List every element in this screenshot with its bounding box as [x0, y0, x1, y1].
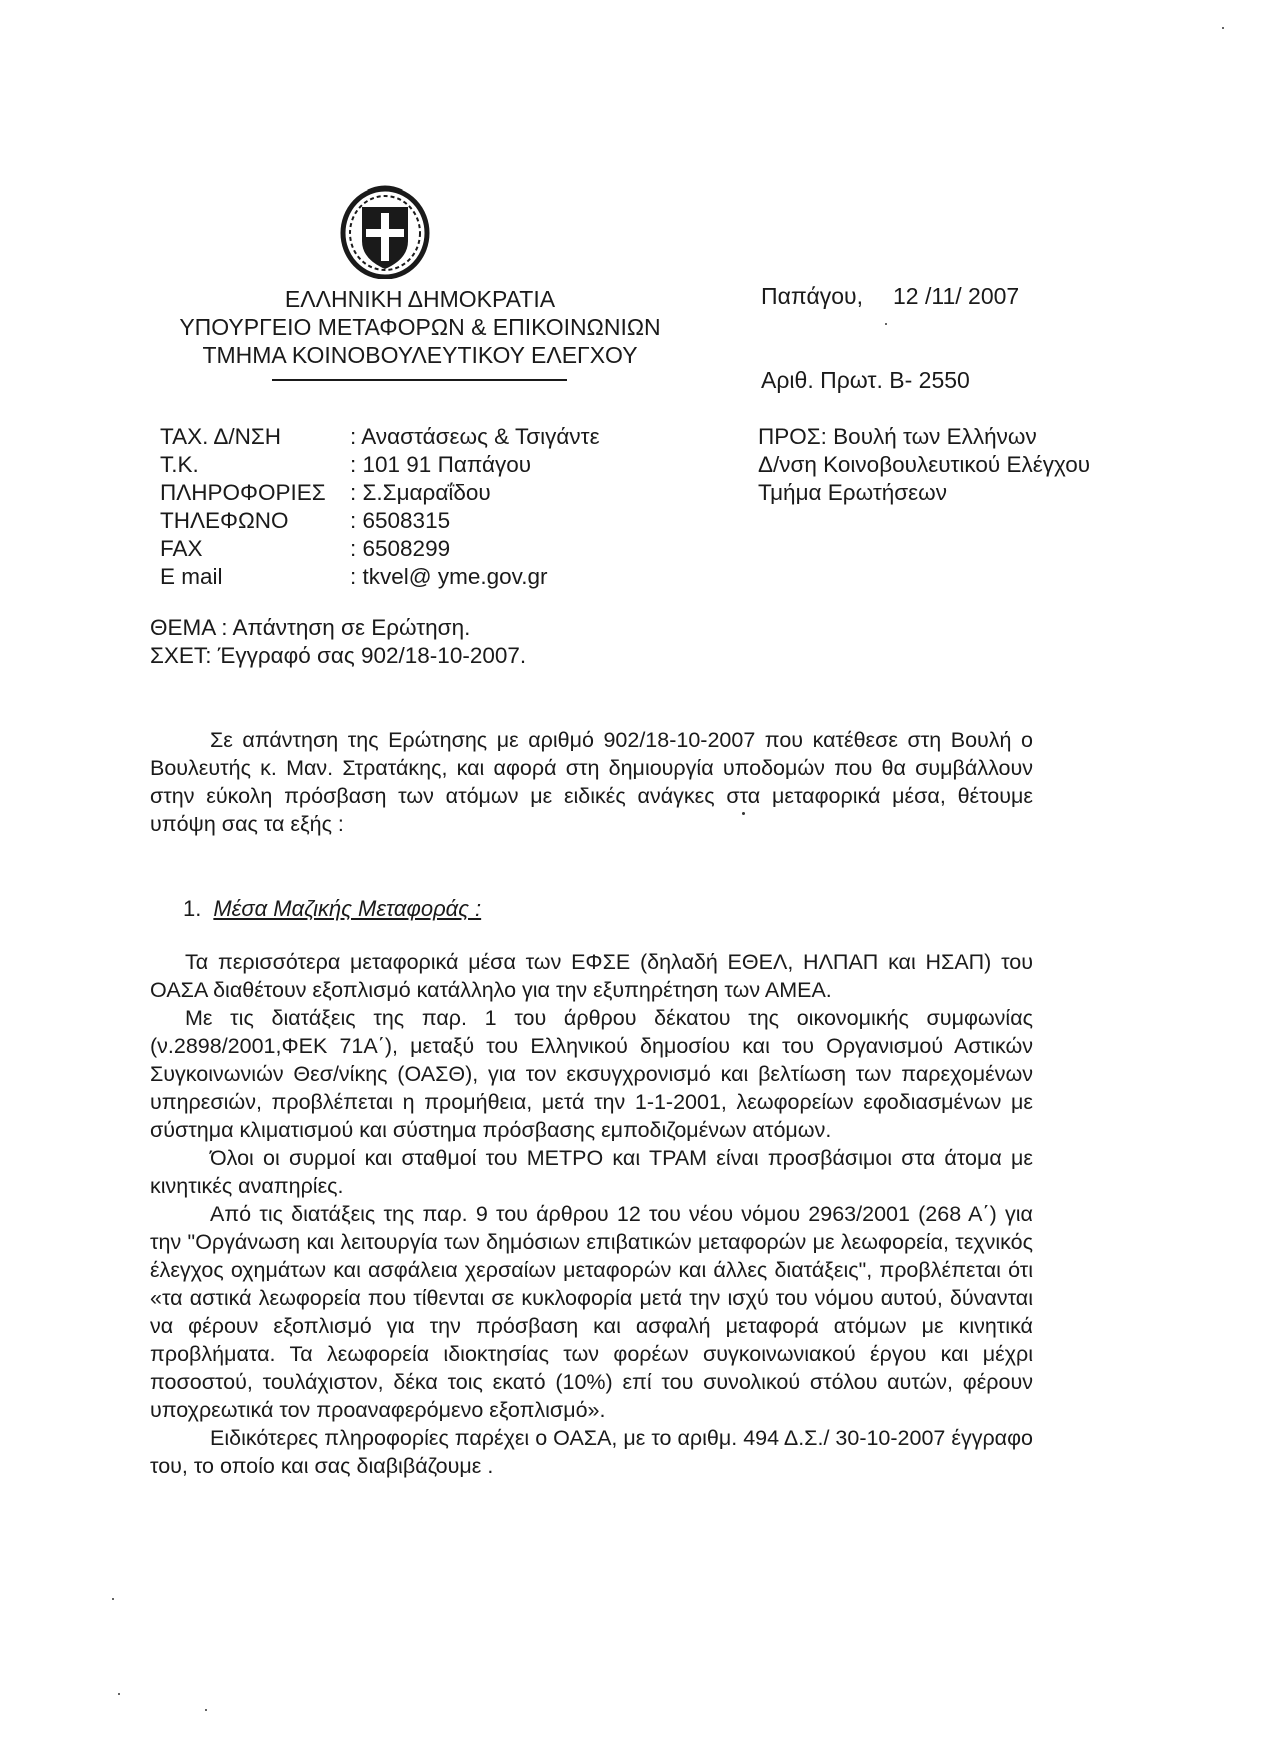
- section-number: 1.: [183, 896, 202, 921]
- contact-label: E mail: [160, 564, 223, 589]
- contact-label: FAX: [160, 536, 203, 561]
- body-paragraph: Ειδικότερες πληροφορίες παρέχει ο ΟΑΣΑ, με το αριθμ. 494 Δ.Σ./ 30-10-2007 έγγραφο του, το οποίο και σας διαβιβάζουμε .: [150, 1426, 1033, 1478]
- contact-label: ΠΛΗΡΟΦΟΡΙΕΣ: [160, 480, 326, 505]
- date-value: 12 /11/ 2007: [893, 283, 1020, 309]
- body-paragraph: Τα περισσότερα μεταφορικά μέσα των ΕΦΣΕ (δηλαδή ΕΘΕΛ, ΗΛΠΑΠ και ΗΣΑΠ) του ΟΑΣΑ διαθέτουν εξοπλισμό κατάλληλο για την εξυπηρέτηση των ΑΜΕΑ.: [150, 950, 1033, 1002]
- scan-speck: [118, 1693, 120, 1695]
- contact-value: : Αναστάσεως & Τσιγάντε: [350, 424, 600, 449]
- protocol-number: Αριθ. Πρωτ. Β- 2550: [761, 367, 970, 393]
- contact-row: [160, 479, 600, 507]
- intro-text: Σε απάντηση της Ερώτησης με αριθμό 902/18-10-2007 που κατέθεσε στη Βουλή ο Βουλευτής κ. Μαν. Στρατάκης, και αφορά στη δημιουργία υποδομών που θα συμβάλλουν στην εύκολη πρόσβαση των ατόμων με ειδικές ανάγκες στα μεταφορικά μέσα, θέτουμε υπόψη σας τα εξής :: [150, 728, 1033, 836]
- org-name-line2: ΥΠΟΥΡΓΕΙΟ ΜΕΤΑΦΟΡΩΝ & ΕΠΙΚΟΙΝΩΝΙΩΝ: [179, 314, 661, 340]
- contact-value: : 6508299: [350, 536, 451, 561]
- header-divider: [272, 379, 567, 381]
- section-title: Μέσα Μαζικής Μεταφοράς :: [213, 896, 482, 921]
- contact-row: [160, 423, 600, 451]
- contact-row: [160, 563, 600, 591]
- greek-coat-of-arms-emblem: [338, 183, 432, 279]
- subject-block: [150, 614, 526, 670]
- recipient-line: Τμήμα Ερωτήσεων: [758, 480, 947, 505]
- contact-value: : tkvel@ yme.gov.gr: [350, 564, 548, 589]
- scan-speck: [112, 1598, 114, 1600]
- section-heading: [183, 896, 481, 922]
- recipient-line: ΠΡΟΣ: Βουλή των Ελλήνων: [758, 424, 1037, 449]
- org-name-line3: ΤΜΗΜΑ ΚΟΙΝΟΒΟΥΛΕΥΤΙΚΟΥ ΕΛΕΓΧΟΥ: [202, 342, 638, 368]
- body-paragraph: Από τις διατάξεις της παρ. 9 του άρθρου 12 του νέου νόμου 2963/2001 (268 Α΄) για την "Οργάνωση και λειτουργία των δημόσιων επιβατικών μεταφορών με λεωφορεία, τεχνικός έλεγχος οχημάτων και ασφάλεια χερσαίων μεταφορών και άλλες διατάξεις", προβλέπεται ότι «τα αστικά λεωφορεία που τίθενται σε κυκλοφορία μετά την ισχύ του νόμου αυτού, δύνανται να φέρουν εξοπλισμό για την πρόσβαση και ασφαλή μεταφορά ατόμων με κινητικά προβλήματα. Τα λεωφορεία ιδιοκτησίας των φορέων συγκοινωνιακού έργου και μέχρι ποσοστού, τουλάχιστον, δέκα τοις εκατό (10%) επί του συνολικού στόλου αυτών, φέρουν υποχρεωτικά τον προαναφερόμενο εξοπλισμό».: [150, 1202, 1033, 1422]
- contact-value: : 101 91 Παπάγου: [350, 452, 532, 477]
- contact-label: Τ.Κ.: [160, 452, 199, 477]
- contact-row: [160, 507, 600, 535]
- contact-block: [160, 423, 600, 591]
- subject-theme: ΘΕΜΑ : Απάντηση σε Ερώτηση.: [150, 615, 471, 640]
- scan-speck: [742, 812, 745, 815]
- body-paragraphs: [150, 948, 1033, 1480]
- contact-row: [160, 451, 600, 479]
- place-label: Παπάγου,: [761, 283, 864, 309]
- contact-value: : 6508315: [350, 508, 451, 533]
- recipient-block: [758, 423, 1090, 507]
- body-paragraph: Με τις διατάξεις της παρ. 1 του άρθρου δέκατου της οικονομικής συμφωνίας (ν.2898/2001,ΦΕΚ 71Α΄), μεταξύ του Ελληνικού δημοσίου και του Οργανισμού Αστικών Συγκοινωνιών Θεσ/νίκης (ΟΑΣΘ), για τον εκσυγχρονισμό και βελτίωση των παρεχομένων υπηρεσιών, προβλέπεται η προμήθεια, μετά την 1-1-2001, λεωφορείων εφοδιασμένων με σύστημα κλιματισμού και σύστημα πρόσβασης εμποδιζομένων ατόμων.: [150, 1006, 1033, 1142]
- date-line: [761, 283, 1049, 310]
- subject-reference: ΣΧΕΤ: Έγγραφό σας 902/18-10-2007.: [150, 643, 527, 668]
- contact-label: ΤΑΧ. Δ/ΝΣΗ: [160, 424, 282, 449]
- scan-speck: [885, 323, 887, 325]
- contact-value: : Σ.Σμαραΐδου: [350, 480, 491, 505]
- scan-speck: [1222, 27, 1224, 29]
- intro-paragraph: [150, 726, 1033, 838]
- body-paragraph: Όλοι οι συρμοί και σταθμοί του ΜΕΤΡΟ και ΤΡΑΜ είναι προσβάσιμοι στα άτομα με κινητικές αναπηρίες.: [150, 1146, 1033, 1198]
- contact-row: [160, 535, 600, 563]
- org-name-line1: ΕΛΛΗΝΙΚΗ ΔΗΜΟΚΡΑΤΙΑ: [284, 286, 556, 312]
- recipient-line: Δ/νση Κοινοβουλευτικού Ελέγχου: [758, 452, 1091, 477]
- scan-speck: [205, 1709, 207, 1711]
- contact-label: ΤΗΛΕΦΩΝΟ: [160, 508, 289, 533]
